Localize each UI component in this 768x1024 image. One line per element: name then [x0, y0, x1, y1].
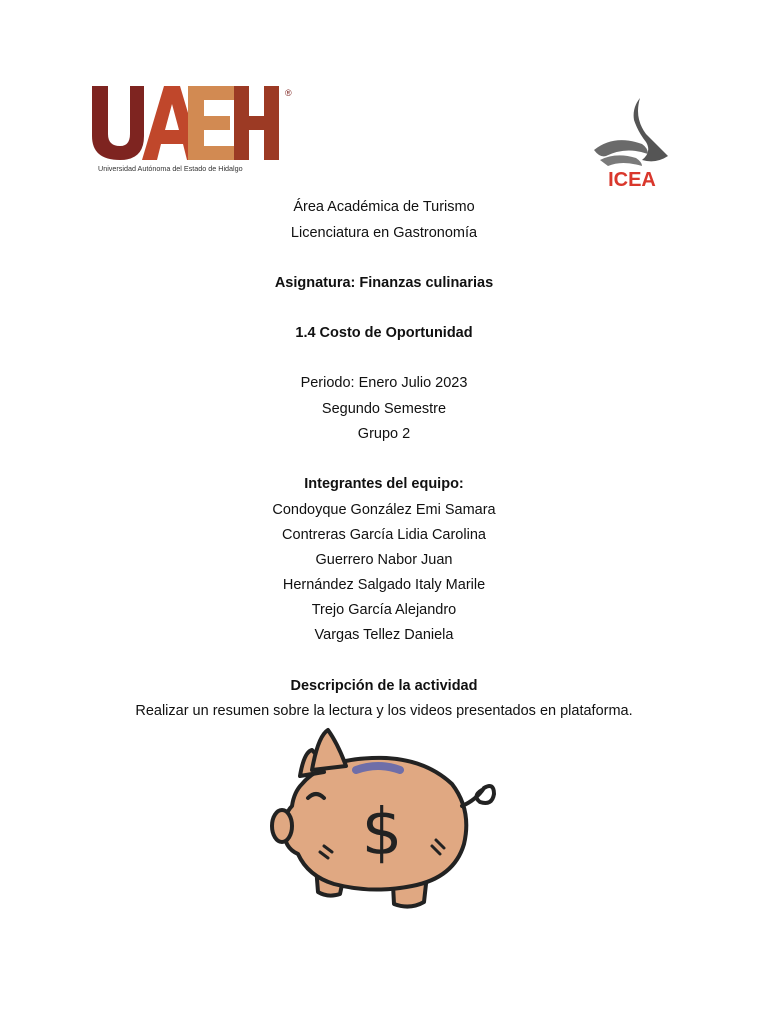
uaeh-logo-graphic: [92, 84, 302, 174]
dollar-sign: $: [361, 796, 403, 870]
academic-area: Área Académica de Turismo: [293, 199, 475, 215]
subject-title: Asignatura: Finanzas culinarias: [274, 275, 494, 291]
piggy-bank-graphic: [262, 726, 502, 922]
uaeh-logo: [92, 84, 302, 174]
registered-mark: ®: [285, 88, 292, 98]
group: Grupo 2: [357, 426, 411, 442]
team-heading: Integrantes del equipo:: [304, 476, 464, 492]
activity-title: 1.4 Costo de Oportunidad: [295, 325, 473, 341]
team-member: Guerrero Nabor Juan: [315, 552, 453, 568]
description-heading: Descripción de la actividad: [290, 678, 478, 694]
icea-wordmark: ICEA: [608, 169, 656, 190]
uaeh-subtitle: Universidad Autónoma del Estado de Hidalgo: [98, 164, 243, 173]
icea-logo: [586, 94, 678, 190]
semester: Segundo Semestre: [321, 401, 447, 417]
description-text: Realizar un resumen sobre la lectura y los videos presentados en plataforma.: [135, 703, 633, 719]
team-member: Trejo García Alejandro: [311, 602, 457, 618]
period: Periodo: Enero Julio 2023: [300, 375, 468, 391]
degree-program: Licenciatura en Gastronomía: [290, 225, 478, 241]
piggy-bank-icon: [262, 726, 502, 922]
team-member: Hernández Salgado Italy Marile: [282, 577, 486, 593]
team-member: Condoyque González Emi Samara: [272, 502, 496, 518]
team-member: Vargas Tellez Daniela: [314, 627, 454, 643]
team-member: Contreras García Lidia Carolina: [282, 527, 486, 543]
icea-logo-graphic: [586, 94, 678, 190]
